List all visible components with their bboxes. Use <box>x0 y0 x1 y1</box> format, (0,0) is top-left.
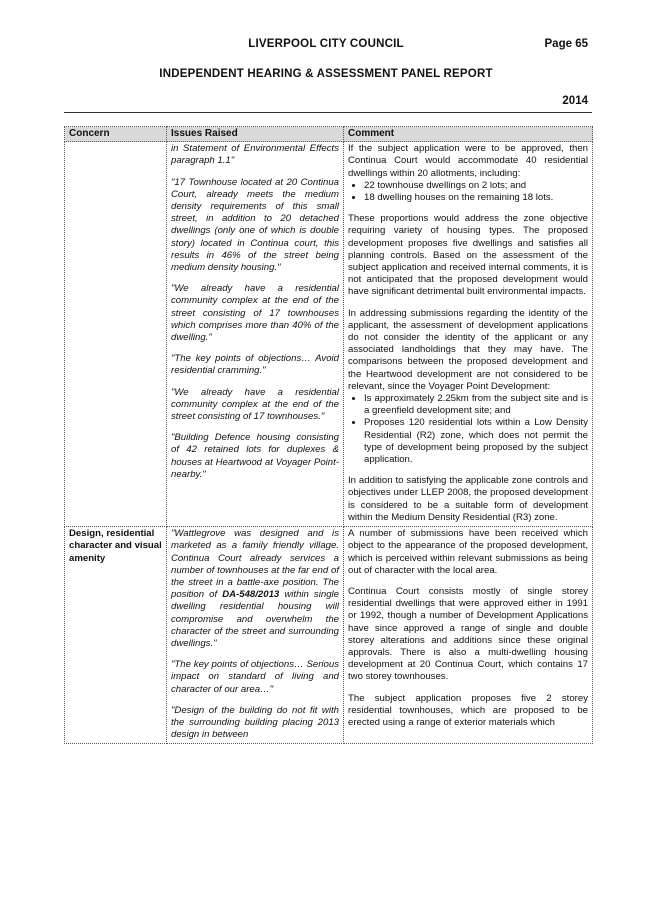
submissions-table <box>64 126 593 744</box>
comment-paragraph: In addition to satisfying the applicable zone controls and objectives under LLEP 2008, the proposed development is considered to be a suitable form of development within the Medium Density Residential (R3) zone. <box>348 475 588 523</box>
report-year: 2014 <box>562 95 588 107</box>
table-header-row <box>65 127 593 142</box>
comment-paragraph: A number of submissions have been received which object to the appearance of the proposed development, which is perceived within relevant submissions as being out of character with the local area. <box>348 528 588 576</box>
bullet-item: • Is approximately 2.25km from the subject site and is a greenfield development site; and <box>364 393 588 417</box>
table-row <box>65 527 593 744</box>
comment-cell <box>344 527 593 744</box>
bullet-item: • 18 dwelling houses on the remaining 18 lots. <box>364 192 588 204</box>
concern-cell: Design, residential character and visual amenity <box>65 527 167 744</box>
header-divider <box>64 112 592 113</box>
comment-paragraph: If the subject application were to be approved, then Continua Court would accommodate 40 residential dwellings within 20 allotments, including: <box>348 143 588 179</box>
bullet-list <box>348 393 588 466</box>
issue-text: "Design of the building do not fit with the surrounding building placing 2013 design in between <box>171 704 339 741</box>
bullet-list <box>348 180 588 204</box>
issue-text: "The key points of objections… Serious impact on standard of living and character of our area…" <box>171 659 339 695</box>
comment-paragraph: In addressing submissions regarding the identity of the applicant, the assessment of development applications do not consider the identity of the applicant or any associated landholdings that they may have. The comparisons between the proposed development and the Heartwood development are not considered to be relevant, since the Voyager Point Development: <box>348 307 588 392</box>
table-row <box>65 142 593 527</box>
issue-text: in Statement of Environmental Effects paragraph 1.1" <box>171 143 339 167</box>
header-concern: Concern <box>65 127 167 142</box>
issue-text-part: "Wattlegrove was designed and is marketed as a family friendly village. Continua Court already services a number of townhouses at the far end of the street in a battle-axe position. The position of <box>171 528 339 601</box>
bullet-item: • Proposes 120 residential lots within a Low Density Residential (R2) zone, which does not permit the type of development being proposed by the subject application. <box>364 417 588 466</box>
header-comment: Comment <box>344 127 593 142</box>
comment-paragraph: Continua Court consists mostly of single storey residential dwellings that were approved either in 1991 or 1992, though a number of Development Applications have since approved a range of single and double storey alterations and additions since these original approvals. There is also a multi-dwelling housing development at 20 Continua Court, which contains 17 two storey townhouses. <box>348 585 588 683</box>
issue-text: "The key points of objections… Avoid residential cramming." <box>171 353 339 377</box>
issues-cell <box>167 527 344 744</box>
header-issues-raised: Issues Raised <box>167 127 344 142</box>
comment-cell <box>344 142 593 527</box>
issue-text <box>171 528 339 650</box>
report-title: INDEPENDENT HEARING & ASSESSMENT PANEL REPORT <box>159 68 493 80</box>
concern-cell <box>65 142 167 527</box>
issue-text: "17 Townhouse located at 20 Continua Court, already meets the medium density requirements of this small street, in addition to 20 detached dwellings (only one of which is double story) located in Continua court, this results in 46% of the street being medium density housing." <box>171 176 339 274</box>
issue-text: "Building Defence housing consisting of 42 retained lots for duplexes & houses at Heartwood at Voyager Point- nearby." <box>171 432 339 480</box>
application-number: DA-548/2013 <box>222 589 280 601</box>
issue-text: "We already have a residential community complex at the end of the street consisting of 17 townhouses." <box>171 386 339 423</box>
comment-paragraph: These proportions would address the zone objective requiring variety of housing types. The proposed development proposes five dwellings and satisfies all planning controls. Based on the assessment of the subject application and received internal comments, it is not anticipated that the proposed development would have significant detrimental built environmental impacts. <box>348 213 588 298</box>
comment-paragraph: The subject application proposes five 2 storey residential townhouses, which are proposed to be erected using a range of exterior materials which <box>348 692 588 728</box>
issue-text: "We already have a residential community complex at the end of the street consisting of 17 townhouses which comprises more than 40% of the dwelling." <box>171 283 339 344</box>
council-name: LIVERPOOL CITY COUNCIL <box>248 38 404 50</box>
page-number: Page 65 <box>544 38 588 50</box>
issue-text-part: within single dwelling residential housing will compromise and overwhelm the character of the street and surrounding dwellings." <box>171 589 339 649</box>
issues-cell <box>167 142 344 527</box>
bullet-item: • 22 townhouse dwellings on 2 lots; and <box>364 180 588 192</box>
